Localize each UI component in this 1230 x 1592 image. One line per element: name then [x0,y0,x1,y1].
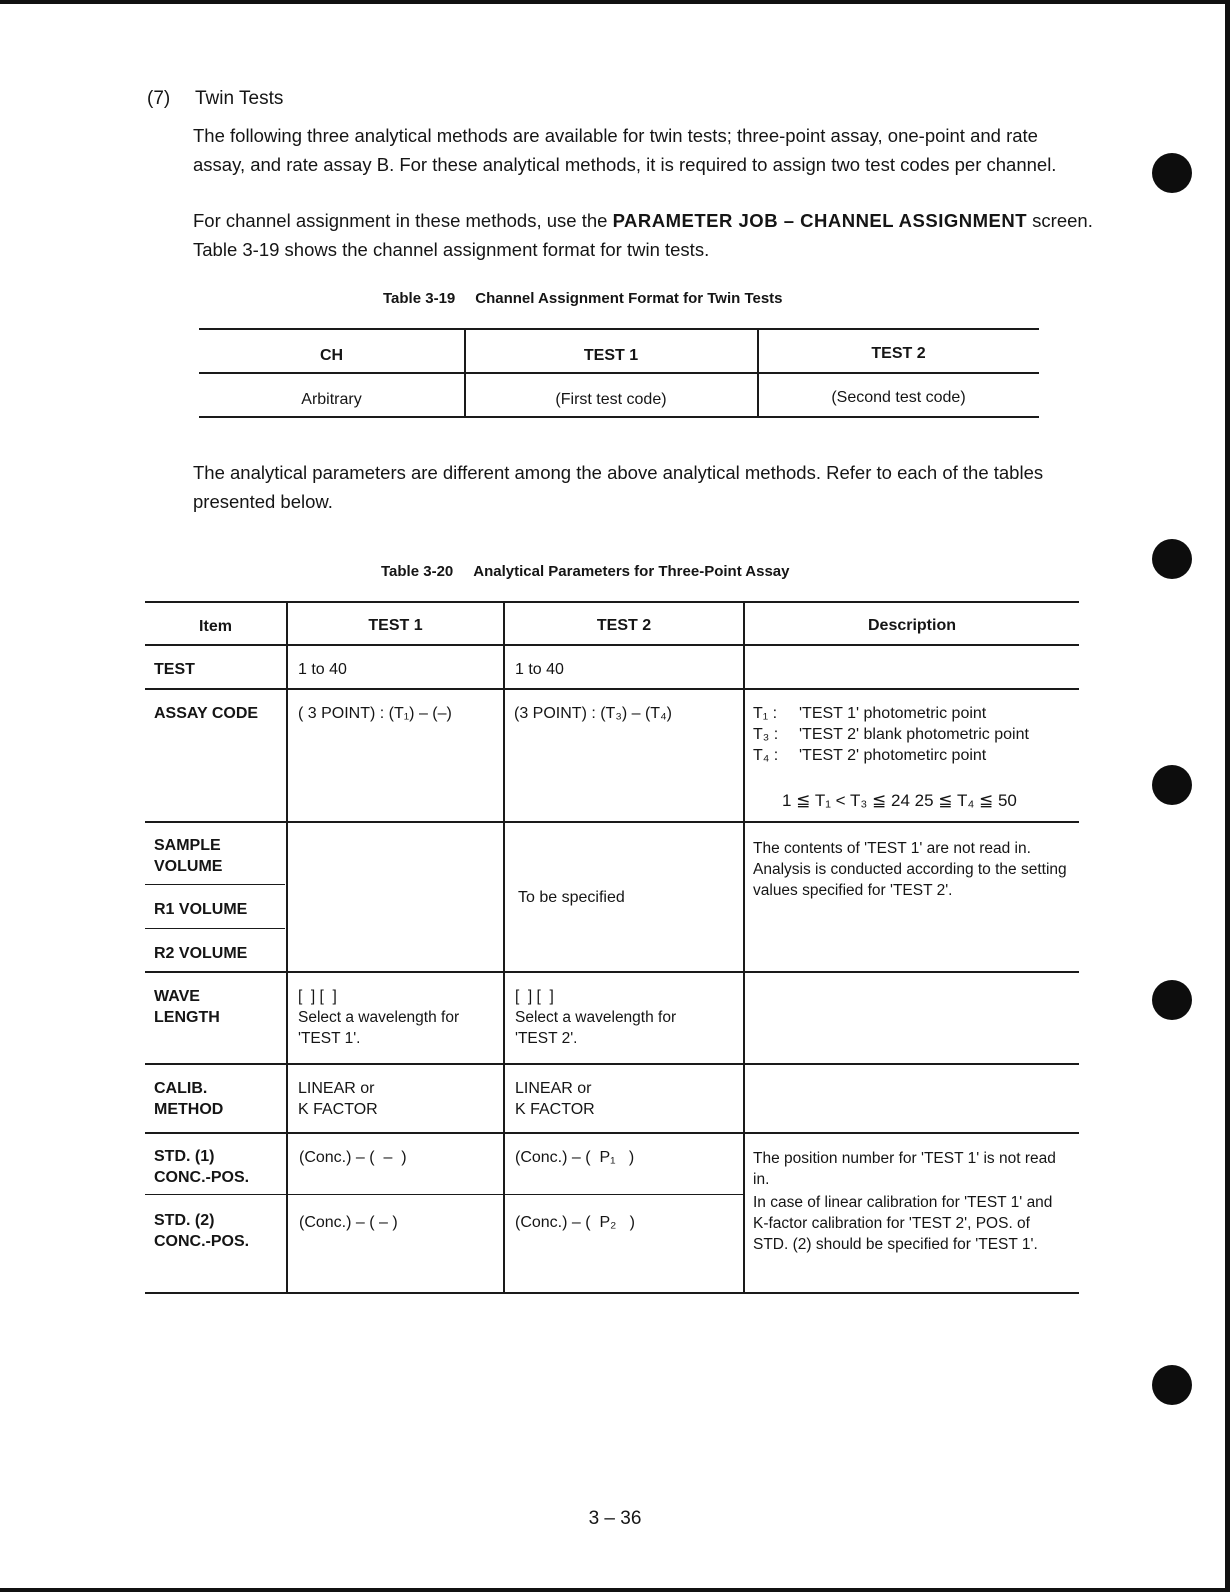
table-19-title: Channel Assignment Format for Twin Tests [475,290,783,307]
t19-header-test2: TEST 2 [871,345,926,362]
t20-item-std1: STD. (1) CONC.-POS. [154,1148,250,1186]
t20-std-description-1: The position number for 'TEST 1' is not read in. [753,1150,1056,1188]
t20-header-item: Item [199,618,232,635]
assay-desc-line: T₄ : 'TEST 2' photometirc point [753,747,987,764]
table-20-title: Analytical Parameters for Three-Point Assay [473,563,790,580]
t20-header-description: Description [867,617,956,634]
intro-paragraph-1: The following three analytical methods are available for twin tests; three-point assay, one-point and rate assay, and rate assay B. For these analytical methods, it is required to assign two test codes per channel. [193,125,1057,175]
section-number: (7) [147,88,171,109]
t20-header-test2: TEST 2 [596,617,652,634]
binder-hole [1152,539,1192,579]
wave-t1-text: Select a wavelength for 'TEST 1'. [298,1009,460,1047]
t20-calib-t2: LINEAR or K FACTOR [515,1080,595,1118]
t20-item-std2: STD. (2) CONC.-POS. [154,1212,250,1250]
t20-item-wave-length: WAVE LENGTH [154,988,220,1026]
binder-hole [1152,1365,1192,1405]
wave-t2-text: Select a wavelength for 'TEST 2'. [515,1009,677,1047]
t19-header-ch: CH [319,347,344,364]
t20-calib-t1: LINEAR or K FACTOR [298,1080,378,1118]
t20-item-calib-method: CALIB. METHOD [154,1080,224,1118]
t19-cell-test2: (Second test code) [831,389,966,406]
t20-header-test1: TEST 1 [368,617,423,634]
t20-test-t1: 1 to 40 [298,661,347,678]
table-19-caption [383,290,783,307]
t20-volumes-description: The contents of 'TEST 1' are not read in. Analysis is conducted according to the setting values specified for 'TEST 2'. [753,840,1067,899]
t19-header-test1: TEST 1 [583,347,639,364]
t20-item-assay-code: ASSAY CODE [154,705,259,722]
t20-std2-t1: (Conc.) – ( – ) [299,1214,398,1231]
t20-item-r2-volume: R2 VOLUME [154,945,248,962]
assay-desc-line: T₁ : 'TEST 1' photometric point [753,705,987,722]
t20-volumes-t2: To be specified [518,889,625,906]
t20-std1-t2: (Conc.) – ( P₁ ) [515,1149,635,1166]
binder-hole [1152,765,1192,805]
t20-assay-description [753,703,1029,766]
section-heading [147,88,283,110]
middle-paragraph: The analytical parameters are different among the above analytical methods. Refer to each of the tables presented below. [193,462,1044,512]
binder-hole [1152,153,1192,193]
t20-wave-t2 [515,986,715,1049]
wave-t2-brackets: [ ] [ ] [515,988,554,1005]
t20-assay-t1: ( 3 POINT) : (T₁) – (–) [298,705,452,722]
page-number: 3 – 36 [588,1508,642,1529]
section-title: Twin Tests [195,88,284,109]
wave-t1-brackets: [ ] [ ] [298,988,337,1005]
t20-std-description-2: In case of linear calibration for 'TEST 1' and K-factor calibration for 'TEST 2', POS. of STD. (2) should be specified for 'TEST 1'. [753,1194,1053,1253]
table-19-label: Table 3-19 [383,290,456,307]
t20-item-r1-volume: R1 VOLUME [154,901,248,918]
t20-test-t2: 1 to 40 [515,661,564,678]
t20-std2-t2: (Conc.) – ( P₂ ) [515,1214,636,1231]
binder-hole [1152,980,1192,1020]
t20-assay-t2: (3 POINT) : (T₃) – (T₄) [514,705,672,722]
t20-item-sample-volume: SAMPLE VOLUME [154,837,223,875]
intro-paragraph-2: For channel assignment in these methods, use the PARAMETER JOB – CHANNEL ASSIGNMENT screen. Table 3-19 shows the channel assignment format for twin tests. [193,210,1093,260]
t20-wave-t1 [298,986,498,1049]
t20-item-test: TEST [154,661,195,678]
t19-cell-ch: Arbitrary [301,391,362,408]
table-20-caption [381,563,790,580]
t19-cell-test1: (First test code) [555,391,667,408]
assay-desc-line: T₃ : 'TEST 2' blank photometric point [753,726,1029,743]
t20-std1-t1: (Conc.) – ( – ) [299,1149,407,1166]
screen-name: PARAMETER JOB – CHANNEL ASSIGNMENT [612,210,1028,231]
table-20-label: Table 3-20 [381,563,454,580]
t20-assay-range: 1 ≦ T₁ < T₃ ≦ 24 25 ≦ T₄ ≦ 50 [782,791,1017,810]
